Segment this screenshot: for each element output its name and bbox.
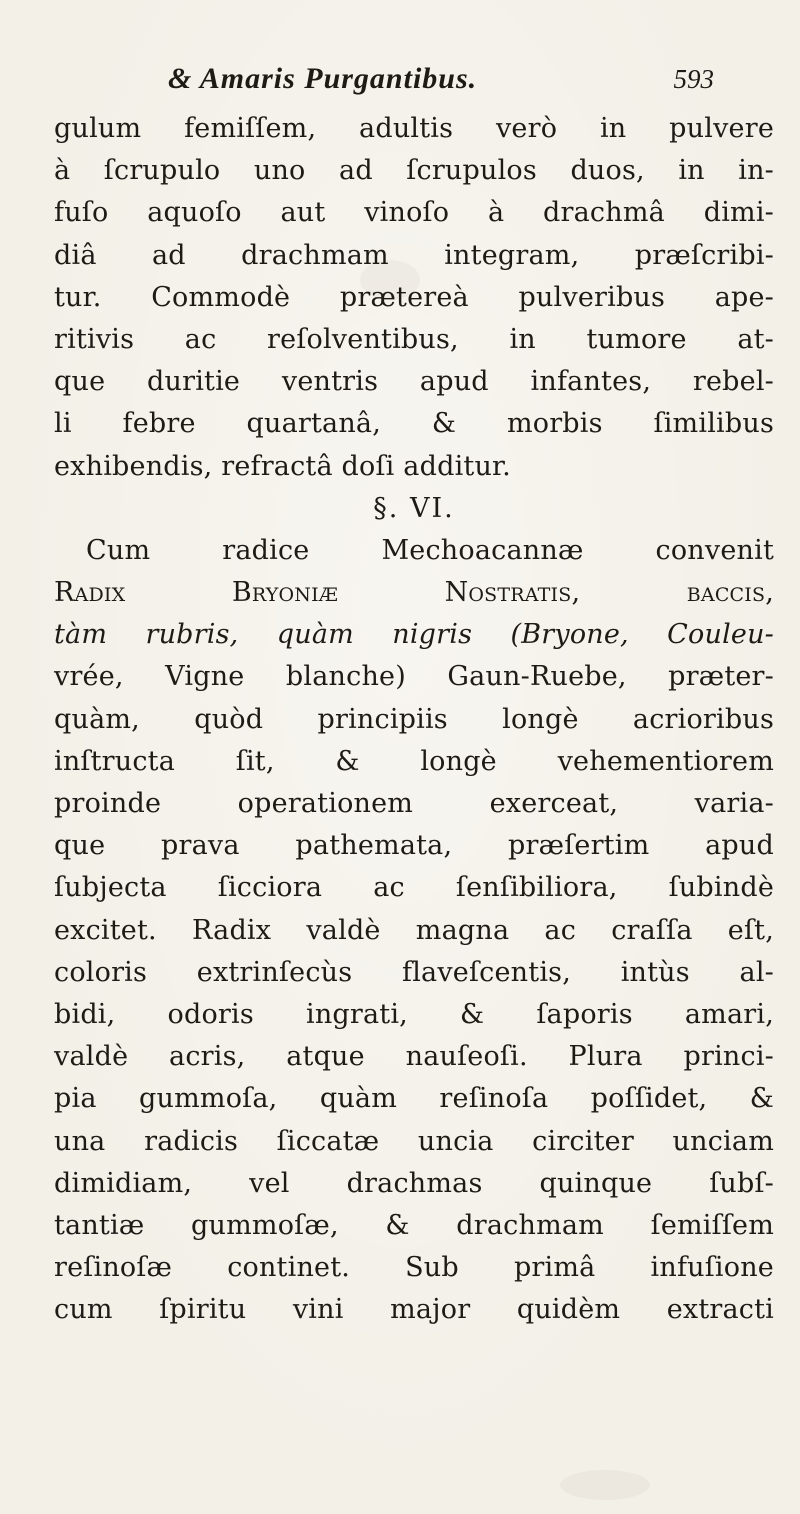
text-line: bidi, odoris ingrati, & ſaporis amari, (54, 998, 774, 1030)
text-line: cum ſpiritu vini major quidèm extracti (54, 1294, 774, 1326)
body-text (54, 108, 774, 1331)
text-line: li febre quartanâ, & morbis ſimilibus (54, 408, 774, 440)
text-line: que duritie ventris apud infantes, rebel- (54, 366, 774, 398)
text-line: à ſcrupulo uno ad ſcrupulos duos, in in- (54, 155, 774, 187)
paper-stain (560, 1470, 650, 1500)
text-line: Cum radice Mechoacannæ convenit (86, 534, 774, 566)
text-line: exhibendis, refractâ doſi additur. (54, 450, 511, 482)
text-line: valdè acris, atque nauſeoſi. Plura princi- (54, 1041, 774, 1073)
text-line: coloris extrinſecùs flaveſcentis, intùs al- (54, 956, 774, 988)
text-line: gulum femiſſem, adultis verò in pulvere (54, 113, 774, 144)
text-line: quàm, quòd principiis longè acrioribus (54, 703, 774, 735)
text-line: tàm rubris, quàm nigris (Bryone, Couleu- (54, 619, 774, 651)
text-line: una radicis ſiccatæ uncia circiter unciam (54, 1125, 774, 1157)
text-line: fuſo aquoſo aut vinoſo à drachmâ dimi- (54, 197, 774, 229)
text-line: Radix Bryoniæ Nostratis, baccis, (54, 577, 774, 609)
text-line: dimidiam, vel drachmas quinque ſubſ- (54, 1167, 774, 1199)
text-line: proinde operationem exerceat, varia- (54, 788, 774, 819)
text-line: ſubjecta ſicciora ac ſenſibiliora, ſubindè (54, 872, 774, 904)
text-line: excitet. Radix valdè magna ac craſſa eſt, (54, 914, 774, 946)
text-line: inſtructa ſit, & longè vehementiorem (54, 745, 774, 777)
text-line: ritivis ac reſolventibus, in tumore at- (54, 323, 774, 355)
text-line: pia gummoſa, quàm reſinoſa poſſidet, & (54, 1083, 774, 1115)
text-line: tur. Commodè prætereà pulveribus ape- (54, 281, 774, 313)
running-title: & Amaris Purgantibus. (168, 62, 478, 95)
page-number: 593 (673, 64, 714, 94)
text-line: diâ ad drachmam integram, præſcribi- (54, 239, 774, 271)
text-line: que prava pathemata, præſertim apud (54, 830, 774, 862)
text-line: vrée, Vigne blanche) Gaun-Ruebe, præter- (54, 661, 774, 693)
text-line: tantiæ gummoſæ, & drachmam ſemiſſem (54, 1209, 774, 1241)
section-heading: §. VI. (373, 492, 455, 524)
text-line: reſinoſæ continet. Sub primâ infuſione (54, 1252, 774, 1284)
running-header (160, 62, 720, 102)
